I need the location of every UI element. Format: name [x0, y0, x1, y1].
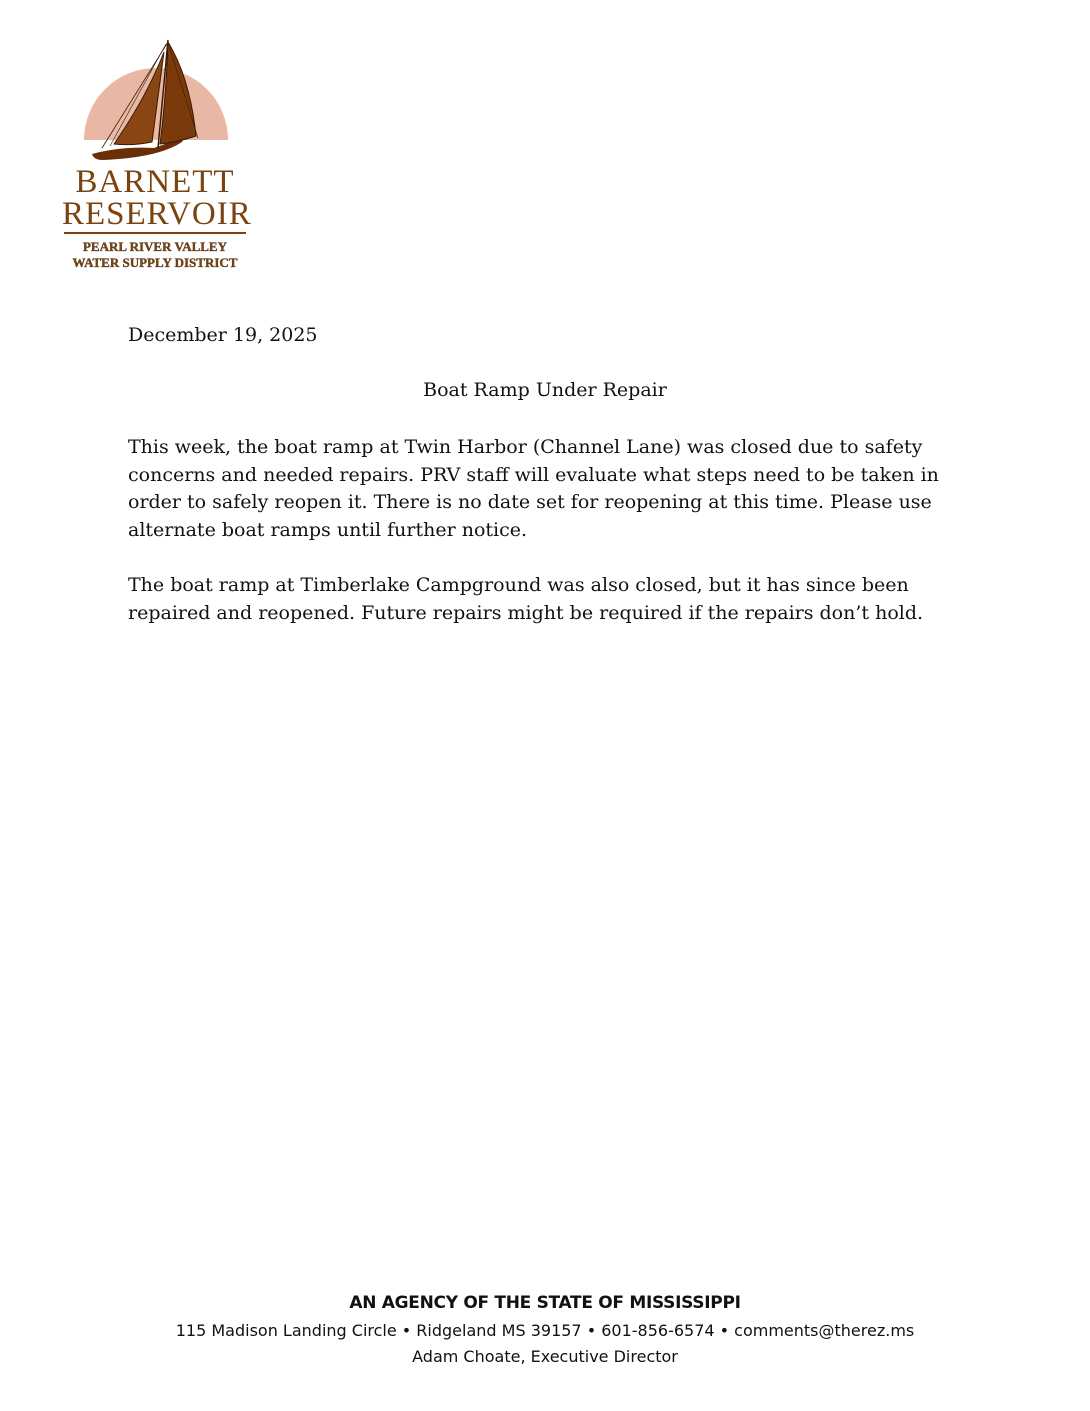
logo-title-line-2: RESERVOIR	[62, 196, 252, 232]
letter-paragraph-2: The boat ramp at Timberlake Campground was also closed, but it has since been repaired and reopened. Future repairs might be required if the repairs don’t hold.	[128, 574, 924, 624]
logo-subtitle-line-1: PEARL RIVER VALLEY	[82, 239, 227, 254]
footer-address: 115 Madison Landing Circle • Ridgeland MS 39157 • 601-856-6574 • comments@therez.ms	[175, 1321, 915, 1340]
logo-subtitle-line-2: WATER SUPPLY DISTRICT	[72, 255, 238, 270]
letter-paragraph-1: This week, the boat ramp at Twin Harbor (Channel Lane) was closed due to safety concerns and needed repairs. PRV staff will evaluate what steps need to be taken in order to safely reopen it. There is no date set for reopening at this time. Please use alternate boat ramps until further notice.	[128, 436, 939, 541]
footer-agency: AN AGENCY OF THE STATE OF MISSISSIPPI	[349, 1293, 741, 1313]
logo-divider	[64, 232, 246, 234]
barnett-reservoir-logo	[62, 38, 252, 272]
footer-director: Adam Choate, Executive Director	[412, 1347, 678, 1366]
letter-subject: Boat Ramp Under Repair	[423, 379, 667, 401]
sailboat-icon	[62, 38, 248, 168]
letter-date: December 19, 2025	[128, 324, 318, 346]
logo-title-line-1: BARNETT	[75, 164, 235, 200]
